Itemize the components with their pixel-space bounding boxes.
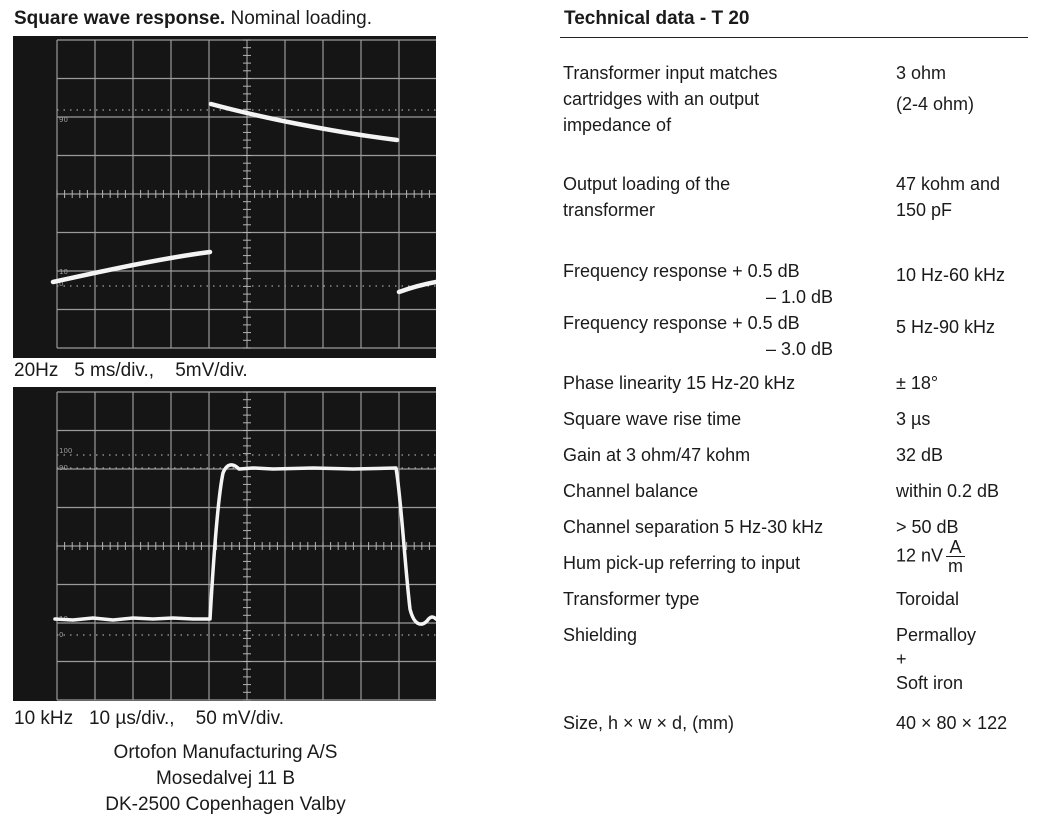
percent-mark-label: 90 [59,116,68,124]
spec-value: 10 Hz-60 kHz [896,265,1006,285]
spec-label: Frequency response + 0.5 dB – 1.0 dB [563,261,834,307]
spec-label: Channel balance [563,481,699,501]
ampere-per-metre-fraction: $\frac{A}{m}$ [948,537,964,576]
scope-caption-20hz: 20Hz 5 ms/div., 5mV/div. [14,360,248,381]
manufacturer-address [14,740,437,818]
heading-rule [560,37,1028,38]
spec-label: Size, h × w × d, (mm) [563,713,735,733]
spec-label: Transformer input matches cartridges with an output impedance of [563,63,778,135]
spec-value: 3 µs [896,409,931,429]
spec-label: Gain at 3 ohm/47 kohm [563,445,751,465]
spec-label: Hum pick-up referring to input [563,553,801,573]
oscilloscope-screen-10khz [13,387,436,701]
oscilloscope-trace-20hz [13,36,436,358]
spec-value: 5 Hz-90 kHz [896,317,996,337]
spec-label: Frequency response + 0.5 dB – 3.0 dB [563,313,834,359]
spec-value: 32 dB [896,445,944,465]
spec-label: Transformer type [563,589,700,609]
oscilloscope-trace-10khz [13,387,436,701]
scope-heading-rest: Nominal loading. [225,8,373,29]
percent-mark-label: 100 [59,447,73,455]
spec-value: 40 × 80 × 122 [896,713,1008,733]
trace-tail-segment [399,282,436,292]
spec-value: 47 kohm and 150 pF [896,174,1001,220]
spec-value: 12 nV $\frac{A}{m}$ [896,537,964,576]
percent-mark-label: 0 [59,280,64,288]
address-line: Ortofon Manufacturing A/S [113,742,338,763]
spec-label: Output loading of the transformer [563,174,731,220]
percent-mark-label: 0 [59,631,64,639]
trace-rising-segment [53,252,210,282]
scope-section-heading [14,8,372,30]
technical-data-heading: Technical data - T 20 [564,8,750,29]
address-line: Mosedalvej 11 B [155,768,296,789]
spec-value: within 0.2 dB [896,481,1000,501]
spec-label: Phase linearity 15 Hz-20 kHz [563,373,796,393]
scope-caption-10khz: 10 kHz 10 µs/div., 50 mV/div. [14,708,285,729]
spec-value: Permalloy + Soft iron [896,625,977,693]
scope-heading-bold: Square wave response. [14,8,226,29]
address-line: DK-2500 Copenhagen Valby [105,794,346,815]
spec-label: Square wave rise time [563,409,742,429]
percent-mark-label: 10 [59,268,68,276]
percent-mark-label: 90 [59,464,68,472]
spec-value: ± 18° [896,373,939,393]
spec-label: Channel separation 5 Hz-30 kHz [563,517,824,537]
oscilloscope-screen-20hz [13,36,436,358]
spec-value: 3 ohm (2-4 ohm) [896,63,975,114]
percent-mark-label: 10 [59,615,68,623]
spec-label: Shielding [563,625,638,645]
spec-value: > 50 dB [896,517,959,537]
spec-value: Toroidal [896,589,960,609]
